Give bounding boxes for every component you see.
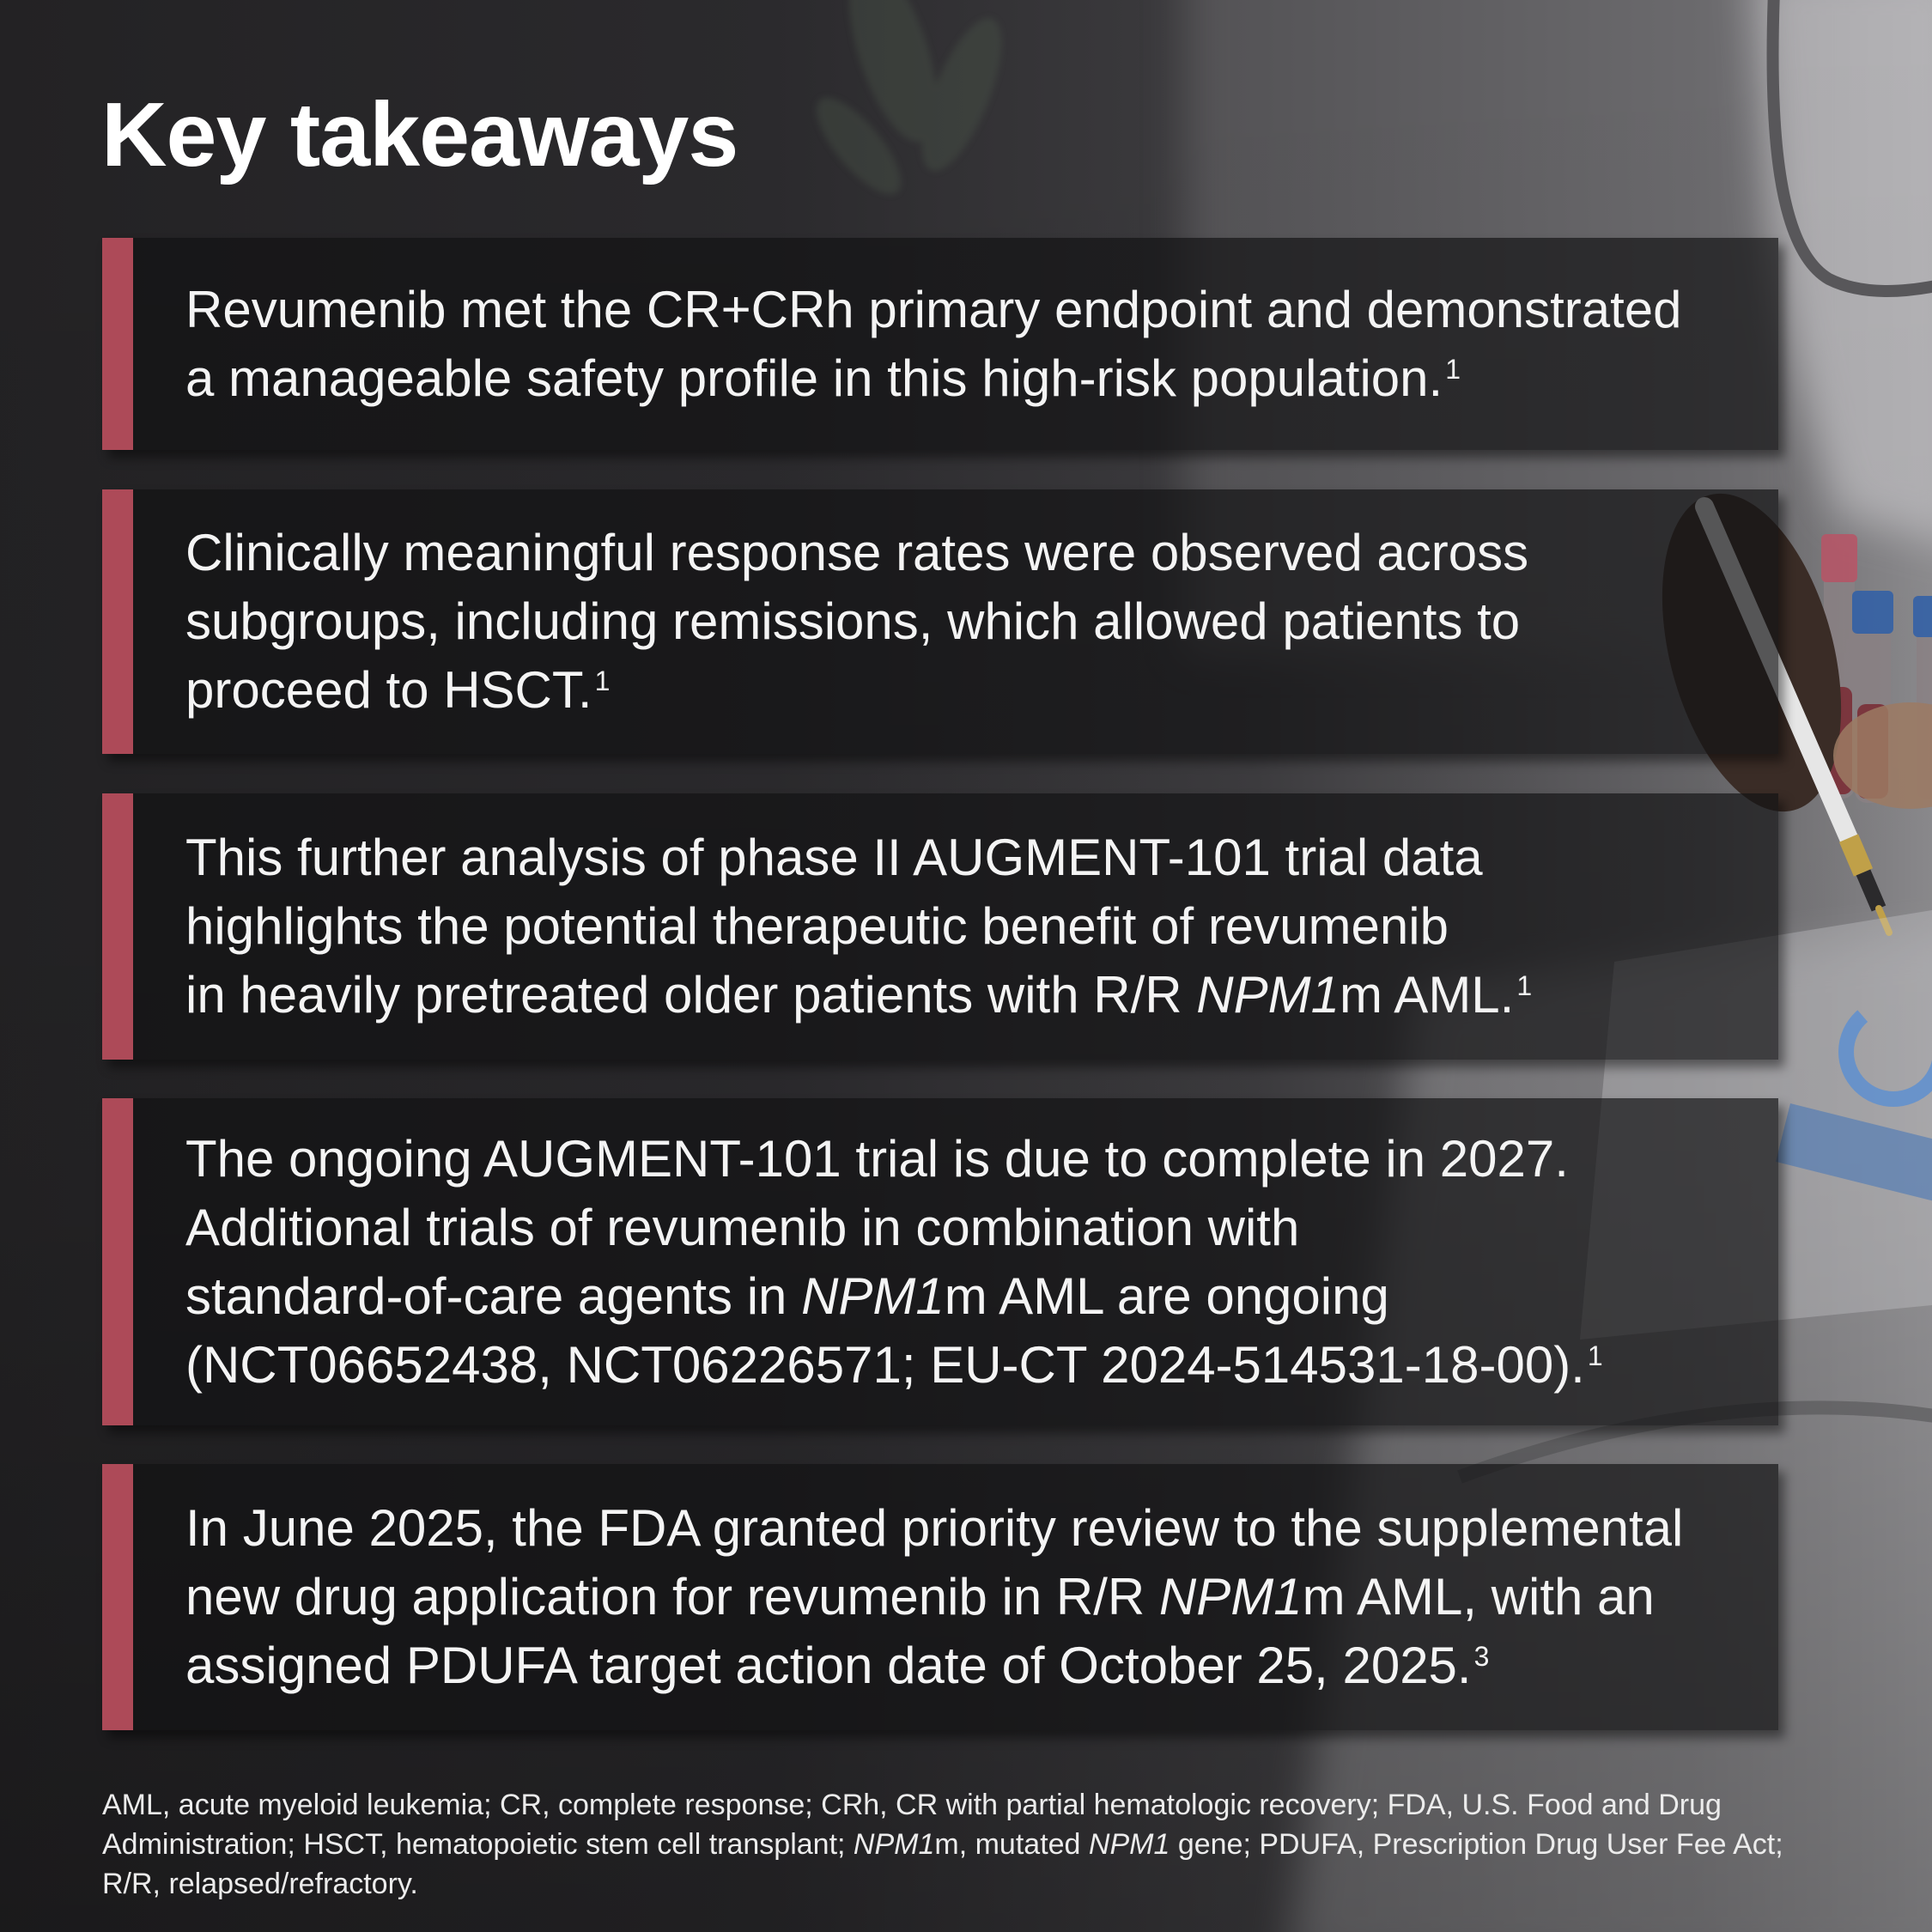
reference-superscript: 3 bbox=[1473, 1641, 1490, 1672]
reference-superscript: 1 bbox=[594, 665, 611, 696]
takeaway-text: (NCT06652438, NCT06226571; EU-CT 2024-514531-18-00). bbox=[185, 1335, 1585, 1394]
takeaway-line bbox=[185, 961, 1778, 1030]
footnote-text: AML, acute myeloid leukemia; CR, complete response; CRh, CR with partial hematologic recovery; FDA, U.S. Food and Drug bbox=[102, 1789, 1722, 1821]
takeaway-text: m AML, with an bbox=[1302, 1568, 1655, 1625]
gene-name-italic: NPM1 bbox=[1196, 966, 1340, 1024]
takeaway-text: a manageable safety profile in this high-risk population. bbox=[185, 349, 1443, 407]
takeaway-line bbox=[185, 1494, 1778, 1563]
takeaway-line bbox=[185, 1194, 1778, 1262]
takeaway-line bbox=[185, 1331, 1778, 1400]
takeaway-line bbox=[185, 823, 1778, 892]
takeaway-line bbox=[185, 1631, 1778, 1700]
reference-superscript: 1 bbox=[1587, 1340, 1603, 1371]
takeaway-line bbox=[185, 656, 1778, 725]
card-accent-bar bbox=[102, 793, 133, 1060]
takeaway-text: new drug application for revumenib in R/R bbox=[185, 1568, 1159, 1625]
takeaway-text: In June 2025, the FDA granted priority review to the supplemental bbox=[185, 1499, 1684, 1557]
takeaway-card-2 bbox=[102, 489, 1778, 754]
footnote-text: gene; PDUFA, Prescription Drug User Fee Act; bbox=[1170, 1828, 1783, 1861]
takeaway-line bbox=[185, 276, 1778, 344]
takeaway-text: Clinically meaningful response rates were observed across bbox=[185, 524, 1529, 581]
card-accent-bar bbox=[102, 1464, 133, 1730]
takeaway-card-3 bbox=[102, 793, 1778, 1060]
gene-name-italic: NPM1 bbox=[853, 1828, 935, 1861]
takeaway-text: assigned PDUFA target action date of October 25, 2025. bbox=[185, 1637, 1472, 1694]
footnote-text: R/R, relapsed/refractory. bbox=[102, 1868, 418, 1900]
takeaway-text: Revumenib met the CR+CRh primary endpoint and demonstrated bbox=[185, 280, 1682, 338]
gene-name-italic: NPM1 bbox=[801, 1267, 945, 1325]
takeaway-text: This further analysis of phase II AUGMENT-101 trial data bbox=[185, 829, 1483, 886]
takeaway-text: proceed to HSCT. bbox=[185, 661, 592, 719]
card-accent-bar bbox=[102, 489, 133, 754]
takeaway-text: Additional trials of revumenib in combination with bbox=[185, 1198, 1300, 1256]
takeaway-text: m AML. bbox=[1339, 966, 1515, 1024]
takeaway-text: highlights the potential therapeutic benefit of revumenib bbox=[185, 897, 1449, 955]
takeaway-text: subgroups, including remissions, which allowed patients to bbox=[185, 592, 1521, 650]
gene-name-italic: NPM1 bbox=[1158, 1568, 1303, 1625]
page-title: Key takeaways bbox=[101, 84, 738, 185]
takeaway-card-1 bbox=[102, 238, 1778, 450]
takeaway-text: The ongoing AUGMENT-101 trial is due to complete in 2027. bbox=[185, 1129, 1569, 1188]
reference-superscript: 1 bbox=[1445, 353, 1461, 385]
card-accent-bar bbox=[102, 238, 133, 450]
takeaway-text: in heavily pretreated older patients with R/R bbox=[185, 966, 1197, 1024]
card-accent-bar bbox=[102, 1098, 133, 1425]
takeaway-card-5 bbox=[102, 1464, 1778, 1730]
test-tube-cap bbox=[1913, 596, 1932, 637]
footnote-text: Administration; HSCT, hematopoietic stem cell transplant; bbox=[102, 1828, 854, 1861]
abbreviations-footnote bbox=[102, 1785, 1783, 1904]
takeaway-line bbox=[185, 344, 1778, 413]
footnote-text: m, mutated bbox=[934, 1828, 1089, 1861]
takeaway-line bbox=[185, 587, 1778, 656]
takeaway-text: standard-of-care agents in bbox=[185, 1267, 802, 1325]
gene-name-italic: NPM1 bbox=[1088, 1828, 1170, 1861]
takeaway-text: m AML are ongoing bbox=[944, 1267, 1389, 1325]
takeaway-card-4 bbox=[102, 1098, 1778, 1425]
test-tube-cap bbox=[1821, 534, 1857, 582]
test-tube-cap bbox=[1852, 591, 1893, 634]
takeaway-line bbox=[185, 1563, 1778, 1631]
takeaway-line bbox=[185, 519, 1778, 587]
footnote-line bbox=[102, 1785, 1783, 1825]
footnote-line bbox=[102, 1825, 1783, 1864]
footnote-line bbox=[102, 1864, 1783, 1904]
reference-superscript: 1 bbox=[1516, 970, 1533, 1001]
takeaway-line bbox=[185, 892, 1778, 961]
takeaway-line bbox=[185, 1125, 1778, 1194]
takeaway-line bbox=[185, 1262, 1778, 1331]
pen-band bbox=[1849, 838, 1863, 872]
